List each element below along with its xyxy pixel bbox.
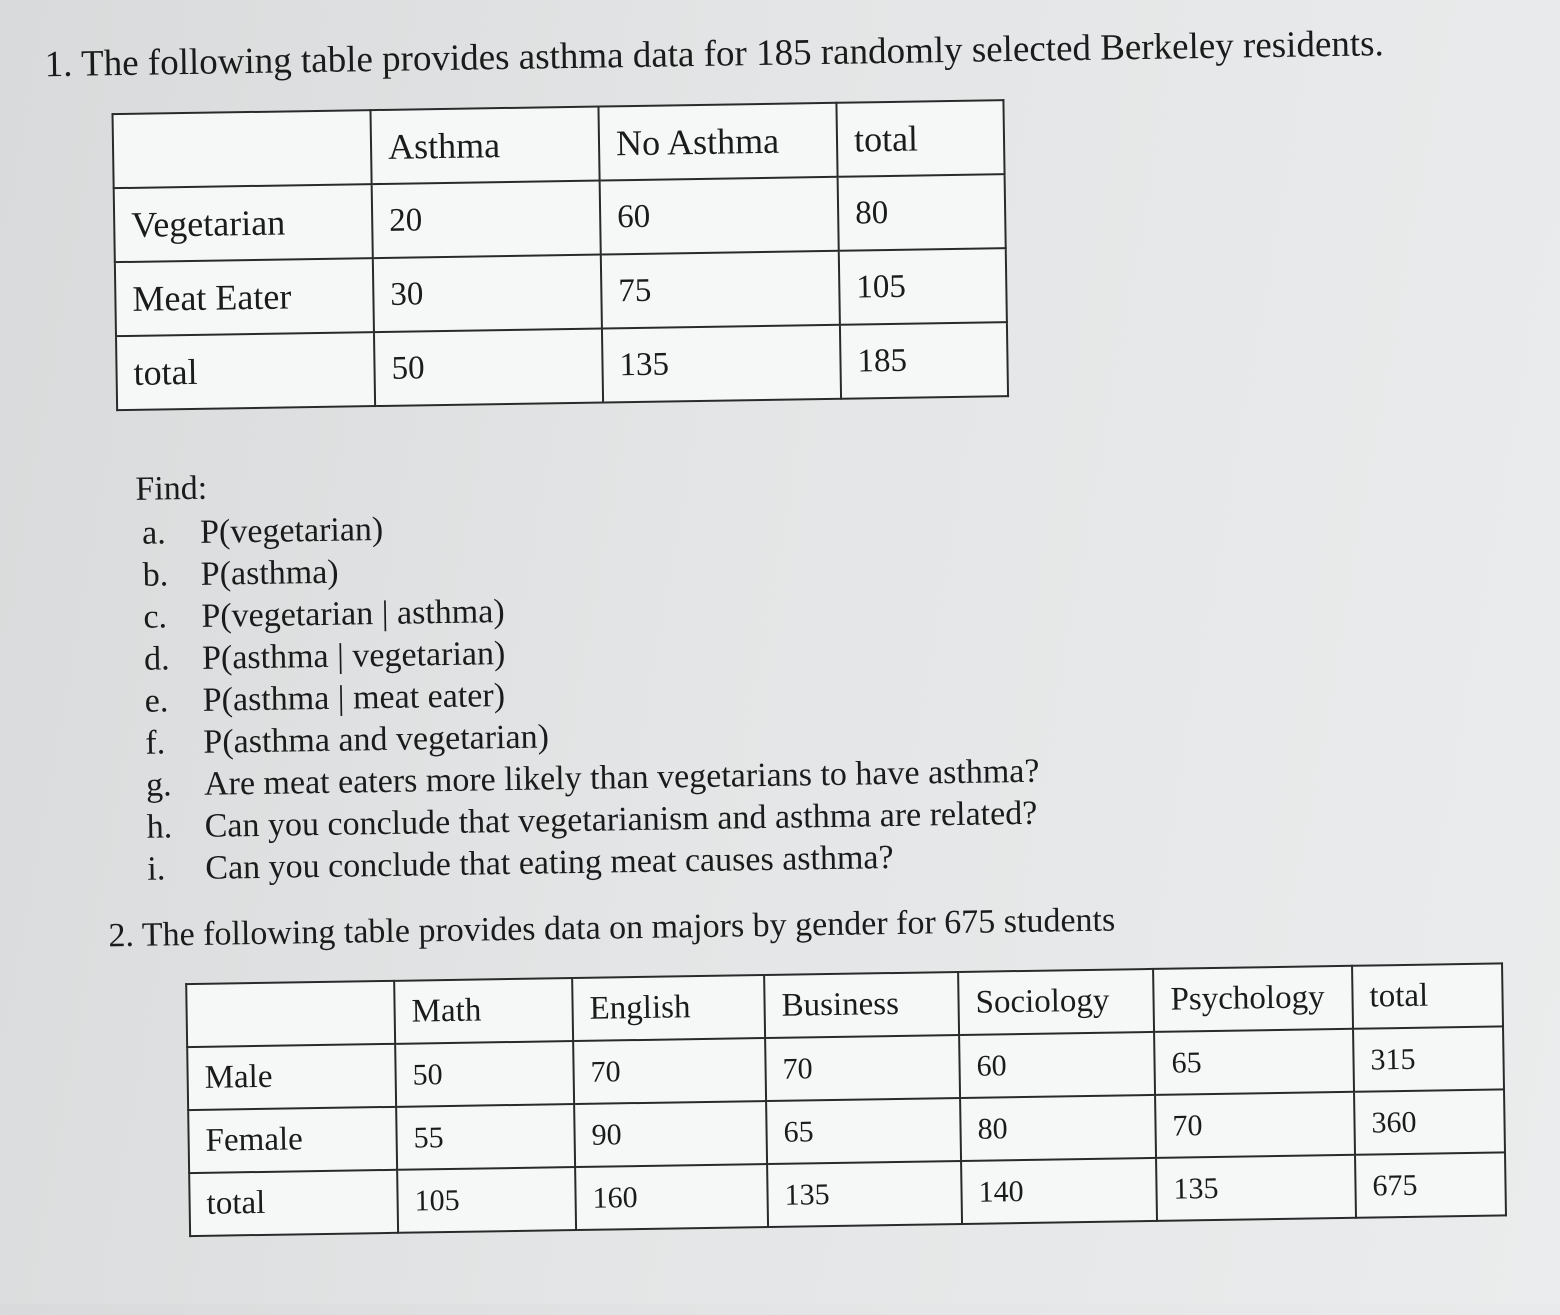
table-row (116, 322, 1008, 410)
table-header-cell: Sociology (958, 969, 1154, 1035)
table-cell: 80 (838, 174, 1006, 251)
question-2-heading (108, 901, 1116, 955)
question-1-number: 1. (44, 43, 73, 86)
item-letter: b. (142, 556, 169, 594)
table-cell: 65 (766, 1098, 961, 1164)
table-header-cell: Psychology (1153, 966, 1353, 1032)
table-cell: 50 (374, 329, 603, 407)
table-cell: 140 (961, 1158, 1157, 1224)
item-text: Can you conclude that vegetarianism and asthma are related? (204, 794, 1038, 845)
table-cell: 60 (600, 177, 839, 255)
table-cell: 135 (602, 325, 841, 403)
question-2-number: 2. (108, 916, 135, 955)
table-cell: 70 (1155, 1092, 1355, 1158)
table-row (115, 248, 1007, 336)
question-1-heading (44, 23, 1385, 86)
table-cell: 60 (959, 1032, 1155, 1098)
table-cell: 315 (1353, 1026, 1504, 1091)
table-cell: 360 (1354, 1089, 1505, 1154)
asthma-table (111, 99, 1009, 411)
item-letter: a. (141, 514, 166, 552)
question-1-text: The following table provides asthma data for 185 randomly selected Berkeley residents. (80, 23, 1385, 85)
item-text: Are meat eaters more likely than vegetarians to have asthma? (203, 752, 1040, 803)
table-cell: 65 (1154, 1029, 1354, 1095)
row-label-cell: Vegetarian (114, 184, 373, 262)
table-cell: 105 (397, 1167, 576, 1233)
item-text: P(asthma | vegetarian) (201, 635, 506, 677)
item-letter: h. (146, 808, 173, 846)
table-cell: 20 (372, 181, 601, 259)
item-letter: e. (144, 682, 169, 720)
question-2-text: The following table provides data on majors by gender for 675 students (141, 901, 1116, 954)
find-section (135, 455, 1041, 891)
table-cell: 675 (1355, 1152, 1506, 1217)
table-header-cell: total (1352, 963, 1503, 1028)
item-letter: i. (147, 850, 166, 888)
table-header-cell: Asthma (370, 107, 599, 185)
item-text: P(asthma and vegetarian) (203, 718, 550, 761)
table-cell: 70 (765, 1035, 960, 1101)
table-header-row (113, 100, 1005, 188)
table-header-cell: Business (764, 972, 959, 1038)
item-letter: d. (143, 640, 170, 678)
item-text: P(asthma) (200, 553, 339, 593)
item-letter: g. (145, 766, 172, 804)
table-corner-cell (113, 110, 372, 188)
table-row (114, 174, 1006, 262)
table-cell: 30 (373, 255, 602, 333)
item-text: P(vegetarian) (199, 510, 384, 551)
item-text: Can you conclude that eating meat causes asthma? (205, 838, 894, 887)
row-label-cell: Female (188, 1107, 397, 1173)
table-header-cell: No Asthma (598, 103, 837, 181)
item-letter: c. (143, 598, 168, 636)
table-cell: 50 (395, 1041, 574, 1107)
majors-table (185, 962, 1507, 1237)
row-label-cell: Meat Eater (115, 258, 374, 336)
row-label-cell: total (189, 1170, 398, 1236)
table-cell: 75 (601, 251, 840, 329)
table-cell: 80 (960, 1095, 1156, 1161)
find-label: Find: (135, 469, 208, 508)
find-list (136, 499, 1041, 891)
item-letter: f. (145, 724, 166, 762)
table-cell: 70 (573, 1038, 766, 1104)
table-cell: 135 (767, 1161, 962, 1227)
row-label-cell: total (116, 332, 375, 410)
table-cell: 55 (396, 1104, 575, 1170)
item-text: P(asthma | meat eater) (202, 677, 506, 719)
item-text: P(vegetarian | asthma) (201, 593, 505, 635)
table-cell: 160 (575, 1164, 768, 1230)
table-header-cell: total (836, 100, 1004, 177)
table-cell: 90 (574, 1101, 767, 1167)
table-header-cell: Math (394, 978, 573, 1044)
table-cell: 105 (839, 248, 1007, 325)
table-cell: 185 (840, 322, 1008, 399)
table-header-cell: English (572, 975, 765, 1041)
table-corner-cell (186, 981, 395, 1047)
table-cell: 135 (1156, 1155, 1356, 1221)
row-label-cell: Male (187, 1044, 396, 1110)
